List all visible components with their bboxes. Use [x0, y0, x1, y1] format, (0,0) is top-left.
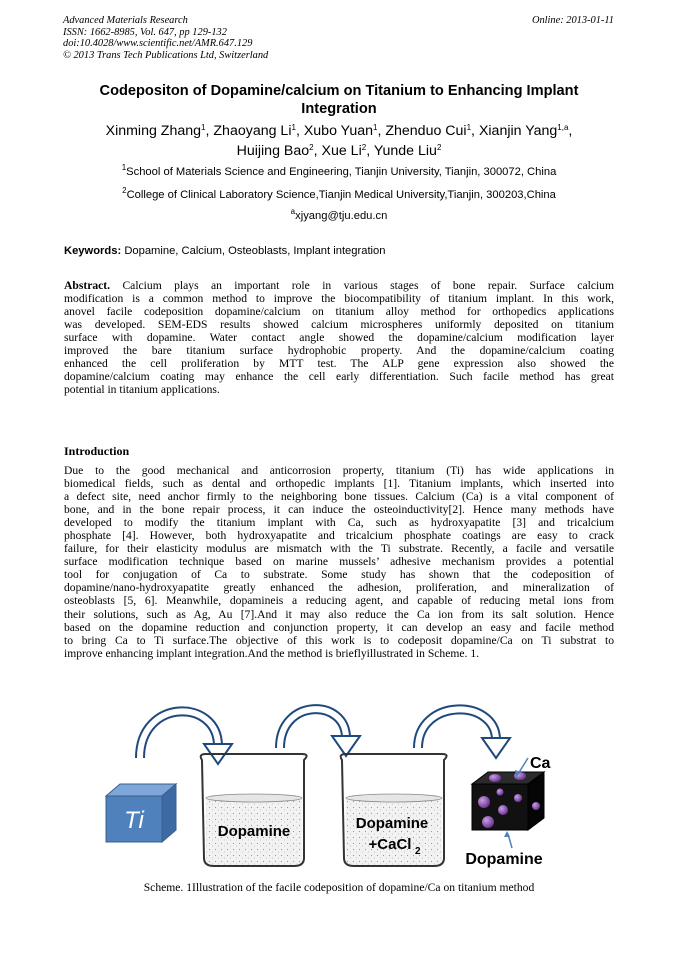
journal-header — [63, 15, 268, 61]
intro-line: to bring Ca to Ti surface.The objective of this work is to codeposit dopamine/Ca on Ti substrat to — [64, 633, 614, 647]
affiliation-text: College of Clinical Laboratory Science,Tianjin Medical University,Tianjin, 300203,China — [126, 189, 556, 201]
paper-title — [40, 82, 638, 118]
intro-line: developed to modify the titanium implant with Ca, such as hydroxyapatite [3] and tricalcium — [64, 516, 614, 530]
intro-line: tool for conjugation of Ca to substrate. Some study has shown that the codeposition of — [64, 568, 614, 582]
corresponding-email — [40, 207, 638, 223]
affiliation-mark: a — [290, 207, 296, 216]
abstract-line: enhanced the cell proliferation by MTT test. The ALP gene expression also showed the — [64, 357, 614, 371]
abstract-line: improved the bare titanium surface hydrophobic property. And the dopamine/calcium coating — [64, 344, 614, 358]
intro-line: phosphate [4]. However, both hydroxyapatite and tricalcium phosphate coatings are easy to crack — [64, 529, 614, 543]
author-name: Zhenduo Cui — [385, 123, 467, 139]
abstract-line: potential in titanium applications. — [64, 383, 220, 397]
beaker-dopamine-cacl2 — [341, 754, 447, 866]
process-arrow-1 — [140, 711, 232, 764]
copyright-line: © 2013 Trans Tech Publications Ltd, Switzerland — [63, 49, 269, 61]
author-affiliation-mark: 1 — [291, 123, 296, 132]
ca-sphere — [532, 802, 540, 810]
keywords-line — [64, 245, 616, 258]
introduction-paragraph — [64, 464, 614, 660]
abstract-line: surface with dopamine. Water contact angle showed the dopamine/calcium modification layer — [64, 331, 614, 345]
abstract-line: anovel facile codeposition dopamine/calcium on titanium alloy method for orthopedics applications — [64, 305, 614, 319]
author-affiliation-mark: 2 — [436, 142, 442, 152]
title-line-1: Codepositon of Dopamine/calcium on Titanium to Enhancing Implant — [99, 83, 579, 99]
author-affiliation-mark: 1 — [201, 123, 206, 132]
issn-line: ISSN: 1662-8985, Vol. 647, pp 129-132 — [63, 26, 227, 38]
title-line-2: Integration — [301, 101, 377, 117]
scheme-caption: Scheme. 1Illustration of the facile codeposition of dopamine/Ca on titanium method — [143, 881, 535, 894]
author-name: Xubo Yuan — [303, 123, 373, 139]
email-text: xjyang@tju.edu.cn — [295, 210, 388, 222]
affiliation-1 — [40, 163, 638, 179]
ca-sphere — [489, 774, 501, 782]
author-affiliation-mark: 1 — [373, 123, 378, 132]
journal-name: Advanced Materials Research — [63, 15, 188, 26]
ca-sphere — [478, 796, 490, 808]
affiliation-mark: 1 — [121, 163, 127, 172]
intro-line: improve enhancing implant integration.And the method is brieflyillustrated in Scheme. 1. — [64, 646, 480, 660]
ca-label: Ca — [530, 755, 551, 772]
ca-sphere — [482, 816, 494, 828]
author-name: Xianjin Yang — [478, 123, 558, 139]
dopamine-layer-label: Dopamine — [465, 851, 543, 868]
intro-line: biomedical fields, such as dental and orthopedic implants [1]. Titanium implants, which inserted into — [64, 477, 614, 491]
ca-sphere — [497, 789, 504, 796]
intro-line: osteoblasts [5, 6]. Meanwhile, dopamineis a reducing agent, and capable of reducing metal ions from — [64, 594, 614, 608]
intro-line: dopamine/nano-hydroxyapatite greatly enhanced the adhesion, proliferation, and mineralization of — [64, 581, 614, 595]
author-name: Yunde Liu — [373, 142, 437, 159]
abstract-paragraph — [64, 279, 614, 396]
beaker-dopamine — [201, 754, 307, 866]
intro-line: surface modification technique based on marine mussels’ adhesive mechanism provides a potential — [64, 555, 614, 569]
beaker2-label-line2: +CaCl — [368, 836, 412, 853]
keywords-text: Dopamine, Calcium, Osteoblasts, Implant integration — [124, 245, 386, 257]
intro-line: Due to the good mechanical and anticorrosion property, titanium (Ti) has wide applications in — [64, 464, 614, 477]
online-date: Online: 2013-01-11 — [531, 15, 614, 26]
affiliation-mark: 2 — [122, 186, 127, 195]
abstract-line: modification is a common method to improve the biocompatibility of titanium implant. In this work, — [64, 292, 614, 306]
author-line-1: Xinming Zhang$^1$, Zhaoyang Li$^1$, Xubo Yuan$^1$, Zhenduo Cui$^1$, Xianjin Yang$^{1,a}$, — [105, 123, 573, 139]
keywords-label: Keywords: — [64, 245, 122, 257]
abstract-label: Abstract. — [64, 279, 111, 292]
abstract-line: dopamine/calcium coating may enhance the cell early differentiation. Such facile method has great — [64, 370, 614, 384]
intro-line: a defect site, need anchor firmly to the neighboring bone tissues. Calcium (Ca) is a vital component of — [64, 490, 614, 504]
author-affiliation-mark: 1,a — [557, 123, 569, 132]
intro-line: based on the dopamine reduction and conjunction property, it can develop an easy and facile method — [64, 620, 614, 634]
intro-line: their solutions, such as Ag, Au [7].And it may also reduce the Ca ion from its salt solution. Hence — [64, 607, 614, 621]
ca-sphere — [514, 794, 522, 802]
titanium-cube — [106, 784, 176, 842]
scheme-illustration — [100, 698, 570, 876]
affiliation-2 — [40, 186, 638, 202]
doi-line: doi:10.4028/www.scientific.net/AMR.647.129 — [63, 38, 253, 50]
affiliation-text: School of Materials Science and Engineering, Tianjin University, Tianjin, 300072, China — [126, 166, 557, 178]
author-affiliation-mark: 1 — [466, 123, 472, 132]
process-arrow-3 — [418, 709, 510, 758]
beaker2-subscript: 2 — [415, 846, 421, 857]
beaker1-label: Dopamine — [217, 823, 291, 840]
coated-sample-cube — [465, 755, 550, 868]
author-line-2: Huijing Bao$^2$, Xue Li$^2$, Yunde Liu$^2$ — [236, 142, 442, 159]
author-name: Xinming Zhang — [105, 123, 202, 139]
author-name: Zhaoyang Li — [213, 123, 292, 139]
intro-line: bone, and in the bone repair process, it can induce the osteoinductivity[2]. Hence many methods have — [64, 503, 614, 517]
abstract-line: Abstract. Calcium plays an important role in various stages of bone repair. Surface calcium — [64, 279, 614, 292]
author-name: Huijing Bao — [236, 142, 310, 159]
ca-sphere — [498, 805, 508, 815]
ti-label: Ti — [124, 807, 144, 834]
author-affiliation-mark: 2 — [361, 142, 367, 152]
author-name: Xue Li — [321, 142, 362, 159]
beaker2-label-line1: Dopamine — [355, 815, 429, 832]
process-arrow-2 — [280, 709, 360, 756]
intro-line: failure, for their elasticity modulus are mismatch with the Ti substrate. Recently, a facile and versatile — [64, 542, 614, 556]
author-affiliation-mark: 2 — [309, 142, 314, 152]
author-list — [40, 122, 638, 161]
section-heading-introduction: Introduction — [64, 444, 130, 458]
abstract-line: was developed. SEM-EDS results showed calcium microspheres uniformly deposited on titanium — [64, 318, 614, 332]
